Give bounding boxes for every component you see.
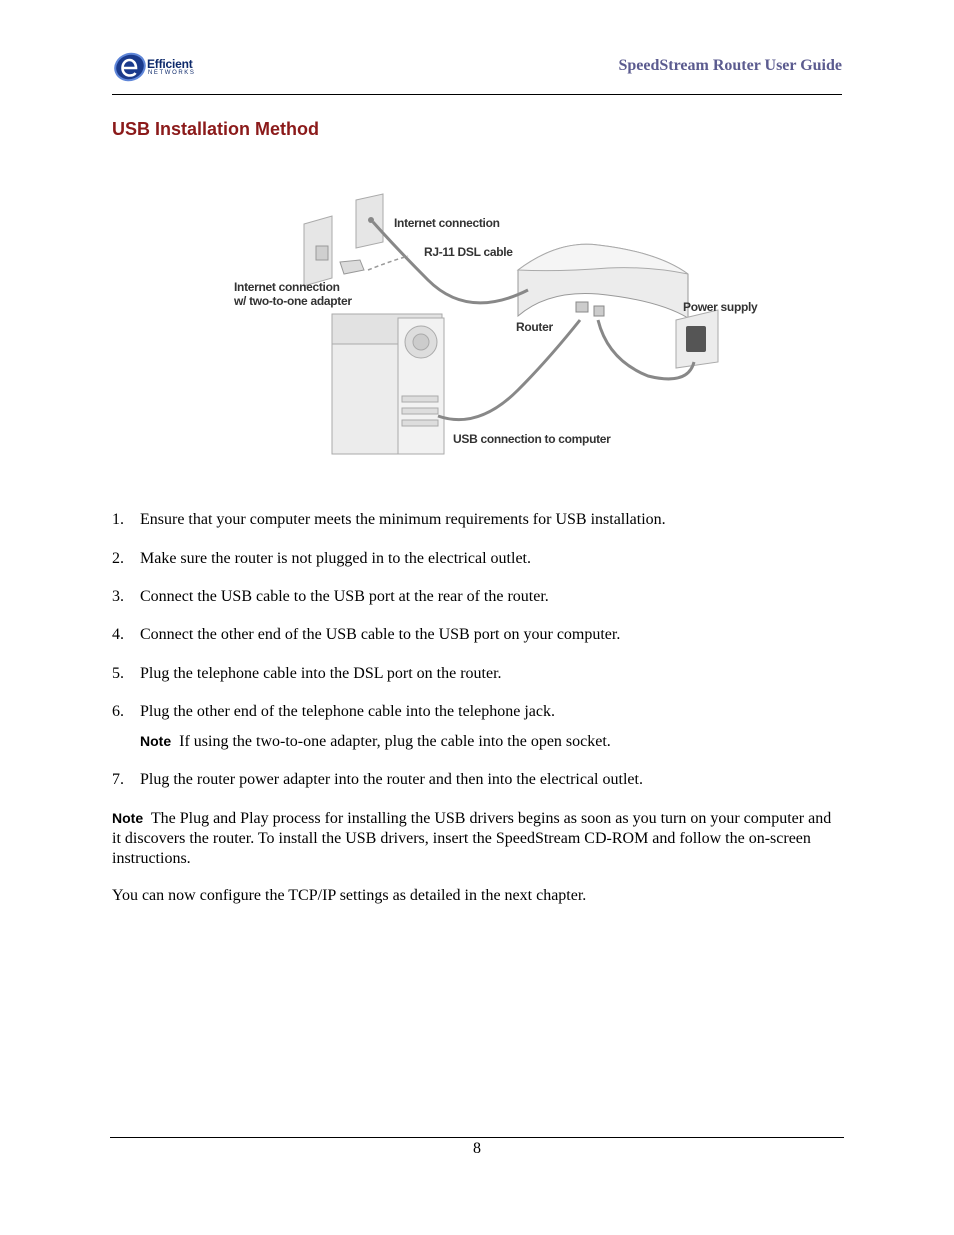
usb-driver-note (112, 808, 832, 869)
label-internet-adapter-1: Internet connection (234, 280, 340, 294)
efficient-networks-logo (113, 50, 213, 84)
label-power-supply: Power supply (683, 300, 758, 314)
step-number: 5. (112, 665, 124, 682)
step-number: 3. (112, 588, 124, 605)
note-text: The Plug and Play process for installing the USB drivers begins as soon as you turn on your computer and it discovers the router. To install the USB drivers, insert the SpeedStream CD-ROM and follow the on-screen instructions. (112, 810, 832, 867)
step-7 (112, 770, 643, 790)
step-5 (112, 664, 502, 684)
step-number: 2. (112, 550, 124, 567)
step-text: Connect the other end of the USB cable to the USB port on your computer. (140, 626, 621, 643)
label-rj11-cable: RJ-11 DSL cable (424, 245, 513, 259)
note-text: If using the two-to-one adapter, plug the cable into the open socket. (179, 733, 611, 750)
logo-subtitle: NETWORKS (148, 70, 196, 76)
closing-paragraph: You can now configure the TCP/IP settings as detailed in the next chapter. (112, 887, 587, 904)
step-text: Plug the telephone cable into the DSL port on the router. (140, 665, 502, 682)
step-text: Plug the router power adapter into the router and then into the electrical outlet. (140, 771, 643, 788)
note-label: Note (140, 733, 172, 749)
step-text: Plug the other end of the telephone cable into the telephone jack. (140, 703, 555, 720)
step-number: 4. (112, 626, 124, 643)
guide-title: SpeedStream Router User Guide (618, 57, 842, 74)
wall-jack-adapter-icon (304, 216, 364, 286)
page-number: 8 (473, 1140, 481, 1157)
step-1 (112, 510, 666, 530)
label-usb-connection: USB connection to computer (453, 432, 611, 446)
computer-tower-icon (332, 314, 444, 454)
step-number: 1. (112, 511, 124, 528)
label-router: Router (516, 320, 553, 334)
label-internet-connection: Internet connection (394, 216, 500, 230)
logo-wordmark: Efficient (147, 57, 193, 71)
step-2 (112, 549, 531, 569)
step-number: 7. (112, 771, 124, 788)
step-6 (112, 702, 555, 722)
step-3 (112, 587, 549, 607)
footer-divider (110, 1137, 844, 1138)
usb-installation-diagram (228, 190, 768, 460)
step-number: 6. (112, 703, 124, 720)
step-text: Make sure the router is not plugged in to the electrical outlet. (140, 550, 531, 567)
section-heading: USB Installation Method (112, 119, 319, 139)
router-icon (518, 244, 688, 318)
step-6-note (140, 731, 611, 752)
logo-e-icon (113, 50, 147, 84)
label-internet-adapter-2: w/ two-to-one adapter (234, 294, 352, 308)
step-4 (112, 625, 620, 645)
wall-jack-top-icon (356, 194, 383, 248)
header-divider (112, 94, 842, 95)
power-supply-icon (676, 310, 718, 368)
note-label: Note (112, 810, 144, 826)
step-text: Ensure that your computer meets the minimum requirements for USB installation. (140, 511, 666, 528)
step-text: Connect the USB cable to the USB port at the rear of the router. (140, 588, 549, 605)
